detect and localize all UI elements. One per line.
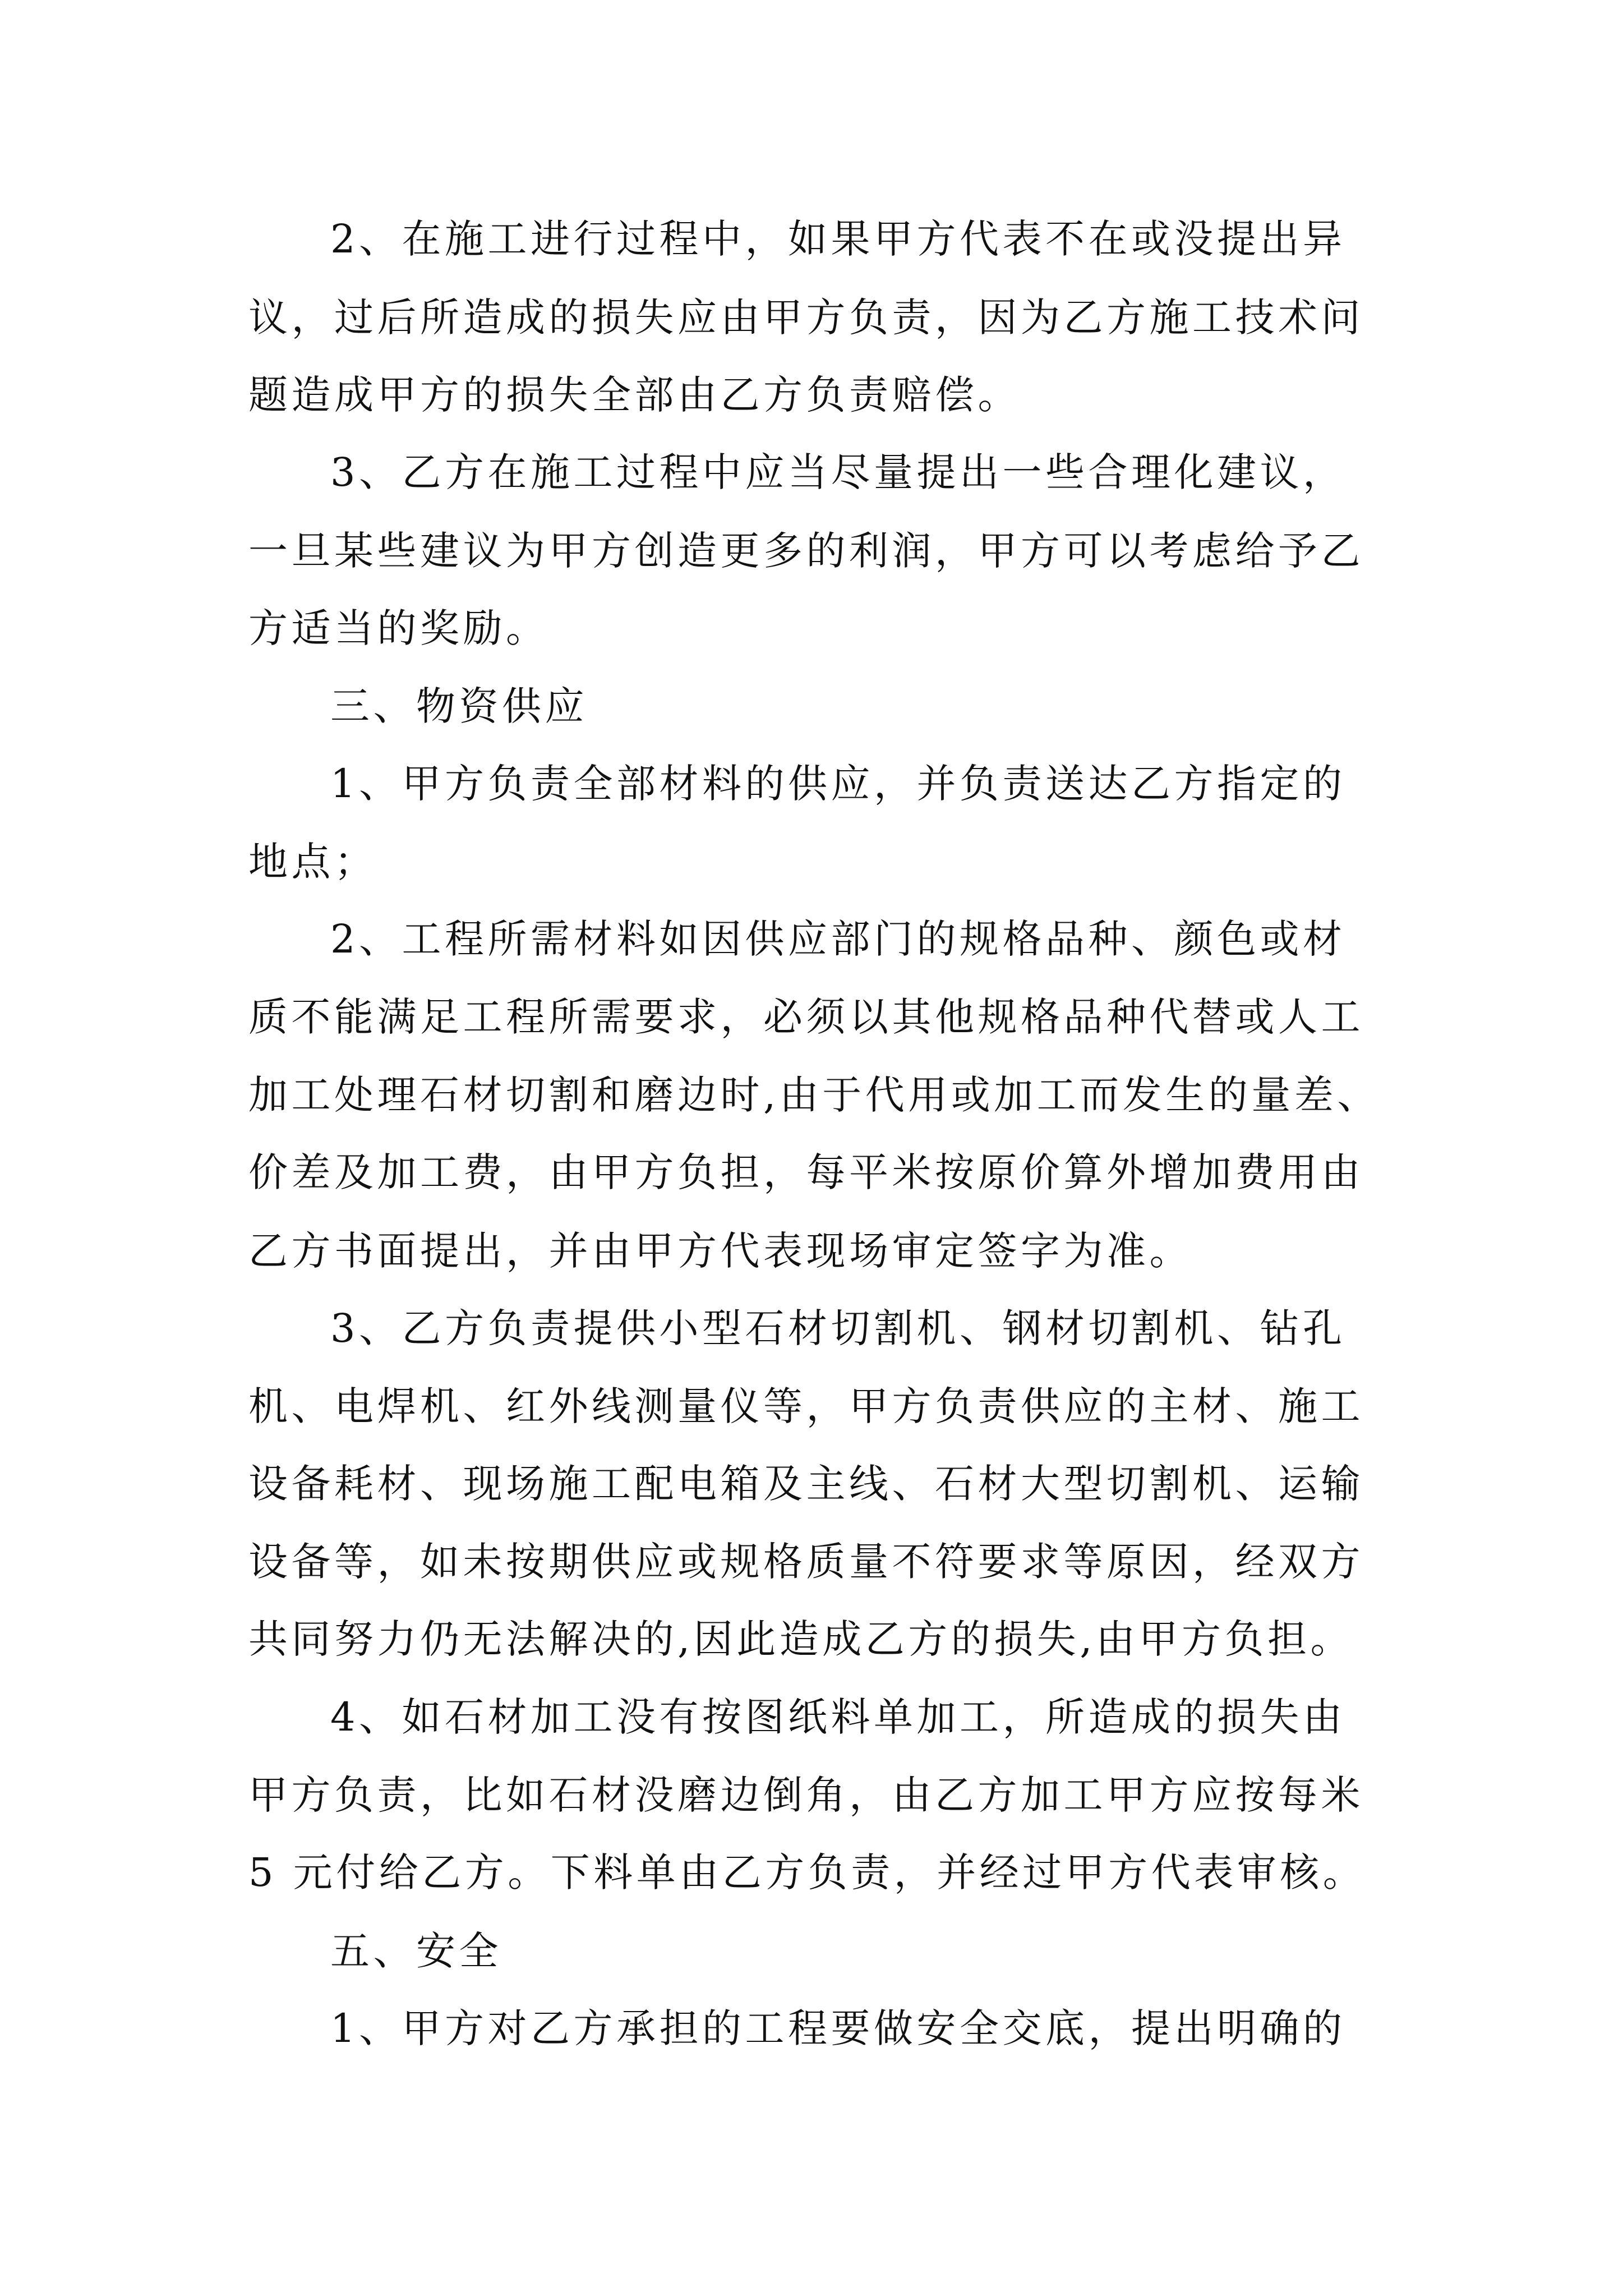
paragraph-line: 2、工程所需材料如因供应部门的规格品种、颜色或材	[330, 916, 1346, 962]
paragraph-line: 方适当的奖励。	[248, 605, 549, 651]
paragraph-line: 议，过后所造成的损失应由甲方负责，因为乙方施工技术问	[248, 295, 1364, 341]
paragraph-line: 3、乙方在施工过程中应当尽量提出一些合理化建议，	[330, 449, 1346, 495]
paragraph-line: 1、甲方对乙方承担的工程要做安全交底，提出明确的	[330, 2005, 1346, 2051]
paragraph-line: 3、乙方负责提供小型石材切割机、钢材切割机、钻孔	[330, 1305, 1346, 1351]
paragraph-line: 题造成甲方的损失全部由乙方负责赔偿。	[248, 372, 1021, 418]
paragraph-line: 地点；	[248, 839, 377, 885]
paragraph-line: 5 元付给乙方。下料单由乙方负责，并经过甲方代表审核。	[248, 1849, 1366, 1895]
paragraph-line: 一旦某些建议为甲方创造更多的利润，甲方可以考虑给予乙	[248, 528, 1364, 574]
paragraph-line: 4、如石材加工没有按图纸料单加工，所造成的损失由	[330, 1694, 1346, 1740]
paragraph-line: 共同努力仍无法解决的,因此造成乙方的损失,由甲方负担。	[248, 1616, 1354, 1662]
paragraph-line: 乙方书面提出，并由甲方代表现场审定签字为准。	[248, 1228, 1192, 1274]
paragraph-line: 1、甲方负责全部材料的供应，并负责送达乙方指定的	[330, 761, 1346, 807]
section-heading: 三、物资供应	[330, 683, 588, 729]
paragraph-line: 2、在施工进行过程中，如果甲方代表不在或没提出异	[330, 216, 1346, 262]
paragraph-line: 加工处理石材切割和磨边时,由于代用或加工而发生的量差、	[248, 1072, 1380, 1118]
paragraph-line: 甲方负责，比如石材没磨边倒角，由乙方加工甲方应按每米	[248, 1772, 1364, 1818]
paragraph-line: 价差及加工费，由甲方负担，每平米按原价算外增加费用由	[248, 1149, 1364, 1195]
paragraph-line: 设备等，如未按期供应或规格质量不符要求等原因，经双方	[248, 1539, 1364, 1585]
paragraph-line: 设备耗材、现场施工配电箱及主线、石材大型切割机、运输	[248, 1461, 1364, 1507]
paragraph-line: 机、电焊机、红外线测量仪等，甲方负责供应的主材、施工	[248, 1383, 1364, 1429]
paragraph-line: 质不能满足工程所需要求，必须以其他规格品种代替或人工	[248, 994, 1364, 1040]
section-heading: 五、安全	[330, 1928, 502, 1974]
